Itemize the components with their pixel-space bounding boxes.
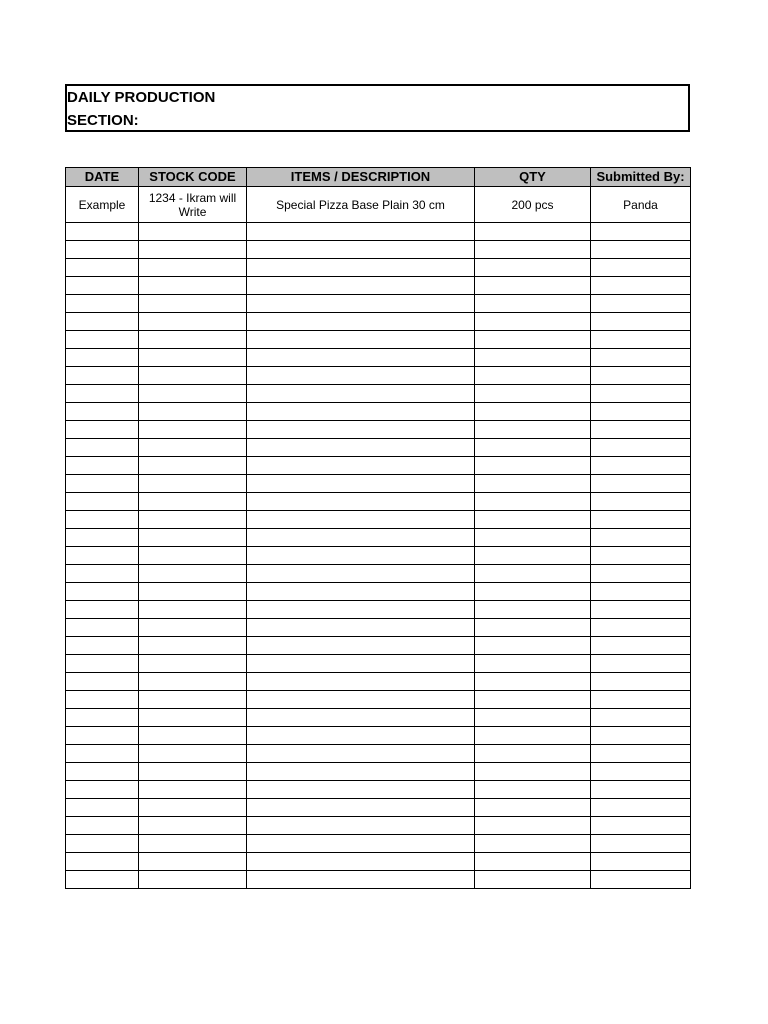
table-row [66,637,691,655]
cell-submitted-by[interactable] [591,583,691,601]
cell-qty[interactable] [475,691,591,709]
cell-description[interactable] [247,439,475,457]
cell-description[interactable]: Special Pizza Base Plain 30 cm [247,187,475,223]
cell-description[interactable] [247,475,475,493]
cell-qty[interactable]: 200 pcs [475,187,591,223]
cell-submitted-by[interactable] [591,493,691,511]
cell-qty[interactable] [475,385,591,403]
cell-submitted-by[interactable] [591,853,691,871]
cell-submitted-by[interactable] [591,331,691,349]
cell-submitted-by[interactable] [591,421,691,439]
cell-stock-code[interactable] [139,241,247,259]
cell-submitted-by[interactable] [591,241,691,259]
cell-stock-code[interactable] [139,583,247,601]
cell-date[interactable] [66,295,139,313]
cell-description[interactable] [247,601,475,619]
table-row [66,403,691,421]
table-row [66,817,691,835]
cell-description[interactable] [247,259,475,277]
table-row [66,619,691,637]
cell-stock-code[interactable] [139,817,247,835]
cell-submitted-by[interactable] [591,385,691,403]
table-row [66,457,691,475]
cell-date[interactable] [66,403,139,421]
cell-qty[interactable] [475,799,591,817]
table-row [66,331,691,349]
cell-submitted-by[interactable] [591,655,691,673]
cell-qty[interactable] [475,727,591,745]
table-header-row [66,168,691,187]
cell-submitted-by[interactable] [591,511,691,529]
cell-submitted-by[interactable] [591,727,691,745]
cell-qty[interactable] [475,295,591,313]
cell-date[interactable] [66,763,139,781]
cell-stock-code[interactable] [139,421,247,439]
cell-submitted-by[interactable] [591,439,691,457]
cell-stock-code[interactable] [139,349,247,367]
table-row [66,781,691,799]
cell-description[interactable] [247,583,475,601]
cell-qty[interactable] [475,565,591,583]
table-row [66,475,691,493]
cell-qty[interactable] [475,709,591,727]
cell-stock-code[interactable]: 1234 - Ikram will Write [139,187,247,223]
cell-date[interactable] [66,691,139,709]
cell-qty[interactable] [475,223,591,241]
cell-date[interactable] [66,547,139,565]
cell-date[interactable] [66,835,139,853]
cell-stock-code[interactable] [139,655,247,673]
cell-date[interactable] [66,349,139,367]
cell-submitted-by[interactable] [591,871,691,889]
cell-stock-code[interactable] [139,565,247,583]
cell-submitted-by[interactable] [591,619,691,637]
cell-qty[interactable] [475,511,591,529]
cell-description[interactable] [247,367,475,385]
cell-description[interactable] [247,655,475,673]
cell-qty[interactable] [475,493,591,511]
cell-stock-code[interactable] [139,475,247,493]
table-row [66,673,691,691]
table-row [66,871,691,889]
table-row [66,367,691,385]
header-box [65,84,690,132]
cell-stock-code[interactable] [139,835,247,853]
cell-description[interactable] [247,529,475,547]
cell-description[interactable] [247,331,475,349]
cell-stock-code[interactable] [139,367,247,385]
cell-qty[interactable] [475,547,591,565]
cell-date[interactable] [66,223,139,241]
cell-date[interactable] [66,421,139,439]
table-row [66,727,691,745]
cell-qty[interactable] [475,763,591,781]
cell-stock-code[interactable] [139,547,247,565]
cell-submitted-by[interactable] [591,223,691,241]
cell-description[interactable] [247,799,475,817]
cell-submitted-by[interactable] [591,817,691,835]
cell-description[interactable] [247,547,475,565]
cell-description[interactable] [247,673,475,691]
cell-date[interactable] [66,493,139,511]
cell-qty[interactable] [475,637,591,655]
table-row [66,835,691,853]
cell-description[interactable] [247,781,475,799]
table-row [66,223,691,241]
example-row [66,187,691,223]
cell-stock-code[interactable] [139,637,247,655]
cell-submitted-by[interactable] [591,403,691,421]
cell-date[interactable] [66,655,139,673]
cell-submitted-by[interactable] [591,313,691,331]
cell-submitted-by[interactable] [591,709,691,727]
cell-stock-code[interactable] [139,331,247,349]
column-header-date: DATE [66,168,139,187]
cell-stock-code[interactable] [139,619,247,637]
cell-description[interactable] [247,871,475,889]
cell-qty[interactable] [475,673,591,691]
cell-date[interactable] [66,277,139,295]
cell-qty[interactable] [475,601,591,619]
cell-stock-code[interactable] [139,223,247,241]
cell-date[interactable] [66,799,139,817]
table-row [66,565,691,583]
cell-date[interactable] [66,259,139,277]
cell-date[interactable] [66,673,139,691]
cell-qty[interactable] [475,331,591,349]
cell-stock-code[interactable] [139,313,247,331]
cell-submitted-by[interactable] [591,673,691,691]
cell-description[interactable] [247,565,475,583]
cell-qty[interactable] [475,349,591,367]
cell-stock-code[interactable] [139,691,247,709]
cell-stock-code[interactable] [139,673,247,691]
cell-description[interactable] [247,853,475,871]
cell-description[interactable] [247,223,475,241]
cell-description[interactable] [247,709,475,727]
column-header-qty: QTY [475,168,591,187]
table-row [66,529,691,547]
table-row [66,493,691,511]
table-row [66,259,691,277]
cell-stock-code[interactable] [139,709,247,727]
cell-stock-code[interactable] [139,763,247,781]
cell-date[interactable] [66,637,139,655]
column-header-stock-code: STOCK CODE [139,168,247,187]
cell-description[interactable] [247,619,475,637]
table-row [66,349,691,367]
cell-submitted-by[interactable] [591,547,691,565]
cell-qty[interactable] [475,871,591,889]
cell-stock-code[interactable] [139,493,247,511]
cell-qty[interactable] [475,583,591,601]
table-row [66,655,691,673]
cell-date[interactable] [66,385,139,403]
cell-qty[interactable] [475,421,591,439]
cell-stock-code[interactable] [139,601,247,619]
cell-qty[interactable] [475,241,591,259]
cell-date[interactable] [66,871,139,889]
cell-submitted-by[interactable] [591,835,691,853]
cell-description[interactable] [247,511,475,529]
cell-description[interactable] [247,763,475,781]
cell-submitted-by[interactable] [591,565,691,583]
table-row [66,763,691,781]
cell-description[interactable] [247,727,475,745]
cell-stock-code[interactable] [139,745,247,763]
table-row [66,313,691,331]
table-row [66,709,691,727]
cell-submitted-by[interactable] [591,637,691,655]
cell-qty[interactable] [475,403,591,421]
cell-stock-code[interactable] [139,853,247,871]
cell-date[interactable] [66,817,139,835]
cell-submitted-by[interactable] [591,259,691,277]
cell-stock-code[interactable] [139,277,247,295]
cell-date[interactable] [66,709,139,727]
cell-qty[interactable] [475,313,591,331]
cell-date[interactable] [66,727,139,745]
table-row [66,421,691,439]
cell-description[interactable] [247,493,475,511]
cell-submitted-by[interactable]: Panda [591,187,691,223]
cell-qty[interactable] [475,619,591,637]
cell-submitted-by[interactable] [591,799,691,817]
cell-submitted-by[interactable] [591,457,691,475]
cell-submitted-by[interactable] [591,781,691,799]
table-row [66,295,691,313]
cell-description[interactable] [247,349,475,367]
cell-description[interactable] [247,295,475,313]
cell-date[interactable] [66,565,139,583]
cell-stock-code[interactable] [139,799,247,817]
cell-stock-code[interactable] [139,457,247,475]
table-row [66,277,691,295]
cell-submitted-by[interactable] [591,349,691,367]
cell-date[interactable] [66,583,139,601]
cell-qty[interactable] [475,853,591,871]
table-row [66,601,691,619]
cell-qty[interactable] [475,655,591,673]
cell-qty[interactable] [475,457,591,475]
cell-date[interactable] [66,457,139,475]
cell-description[interactable] [247,403,475,421]
cell-stock-code[interactable] [139,781,247,799]
cell-qty[interactable] [475,817,591,835]
cell-stock-code[interactable] [139,511,247,529]
table-row [66,745,691,763]
cell-submitted-by[interactable] [591,745,691,763]
table-row [66,547,691,565]
cell-stock-code[interactable] [139,439,247,457]
cell-stock-code[interactable] [139,727,247,745]
table-row [66,511,691,529]
cell-description[interactable] [247,691,475,709]
table-row [66,691,691,709]
cell-submitted-by[interactable] [591,295,691,313]
cell-stock-code[interactable] [139,259,247,277]
cell-description[interactable] [247,421,475,439]
cell-date[interactable] [66,853,139,871]
cell-description[interactable] [247,313,475,331]
cell-description[interactable] [247,457,475,475]
cell-qty[interactable] [475,529,591,547]
cell-description[interactable] [247,637,475,655]
cell-date[interactable] [66,475,139,493]
cell-date[interactable] [66,745,139,763]
cell-date[interactable] [66,529,139,547]
table-row [66,385,691,403]
cell-submitted-by[interactable] [591,475,691,493]
cell-description[interactable] [247,745,475,763]
table-row [66,799,691,817]
cell-stock-code[interactable] [139,529,247,547]
cell-date[interactable] [66,619,139,637]
cell-qty[interactable] [475,745,591,763]
production-table [65,167,691,889]
cell-date[interactable] [66,511,139,529]
cell-submitted-by[interactable] [591,367,691,385]
cell-stock-code[interactable] [139,385,247,403]
cell-description[interactable] [247,817,475,835]
cell-submitted-by[interactable] [591,763,691,781]
cell-date[interactable] [66,439,139,457]
cell-date[interactable] [66,313,139,331]
cell-date[interactable]: Example [66,187,139,223]
table-row [66,241,691,259]
cell-submitted-by[interactable] [591,691,691,709]
column-header-submitted-by: Submitted By: [591,168,691,187]
section-label: SECTION: [67,112,139,129]
column-header-description: ITEMS / DESCRIPTION [247,168,475,187]
cell-submitted-by[interactable] [591,277,691,295]
cell-date[interactable] [66,331,139,349]
cell-stock-code[interactable] [139,871,247,889]
cell-description[interactable] [247,385,475,403]
page-title: DAILY PRODUCTION [67,89,216,106]
cell-qty[interactable] [475,277,591,295]
cell-description[interactable] [247,835,475,853]
cell-date[interactable] [66,781,139,799]
cell-date[interactable] [66,241,139,259]
cell-stock-code[interactable] [139,403,247,421]
cell-qty[interactable] [475,367,591,385]
cell-date[interactable] [66,601,139,619]
cell-qty[interactable] [475,781,591,799]
cell-qty[interactable] [475,259,591,277]
cell-description[interactable] [247,277,475,295]
cell-qty[interactable] [475,439,591,457]
table-row [66,583,691,601]
cell-submitted-by[interactable] [591,529,691,547]
cell-submitted-by[interactable] [591,601,691,619]
cell-qty[interactable] [475,835,591,853]
cell-description[interactable] [247,241,475,259]
cell-qty[interactable] [475,475,591,493]
table-row [66,439,691,457]
table-row [66,853,691,871]
cell-date[interactable] [66,367,139,385]
cell-stock-code[interactable] [139,295,247,313]
